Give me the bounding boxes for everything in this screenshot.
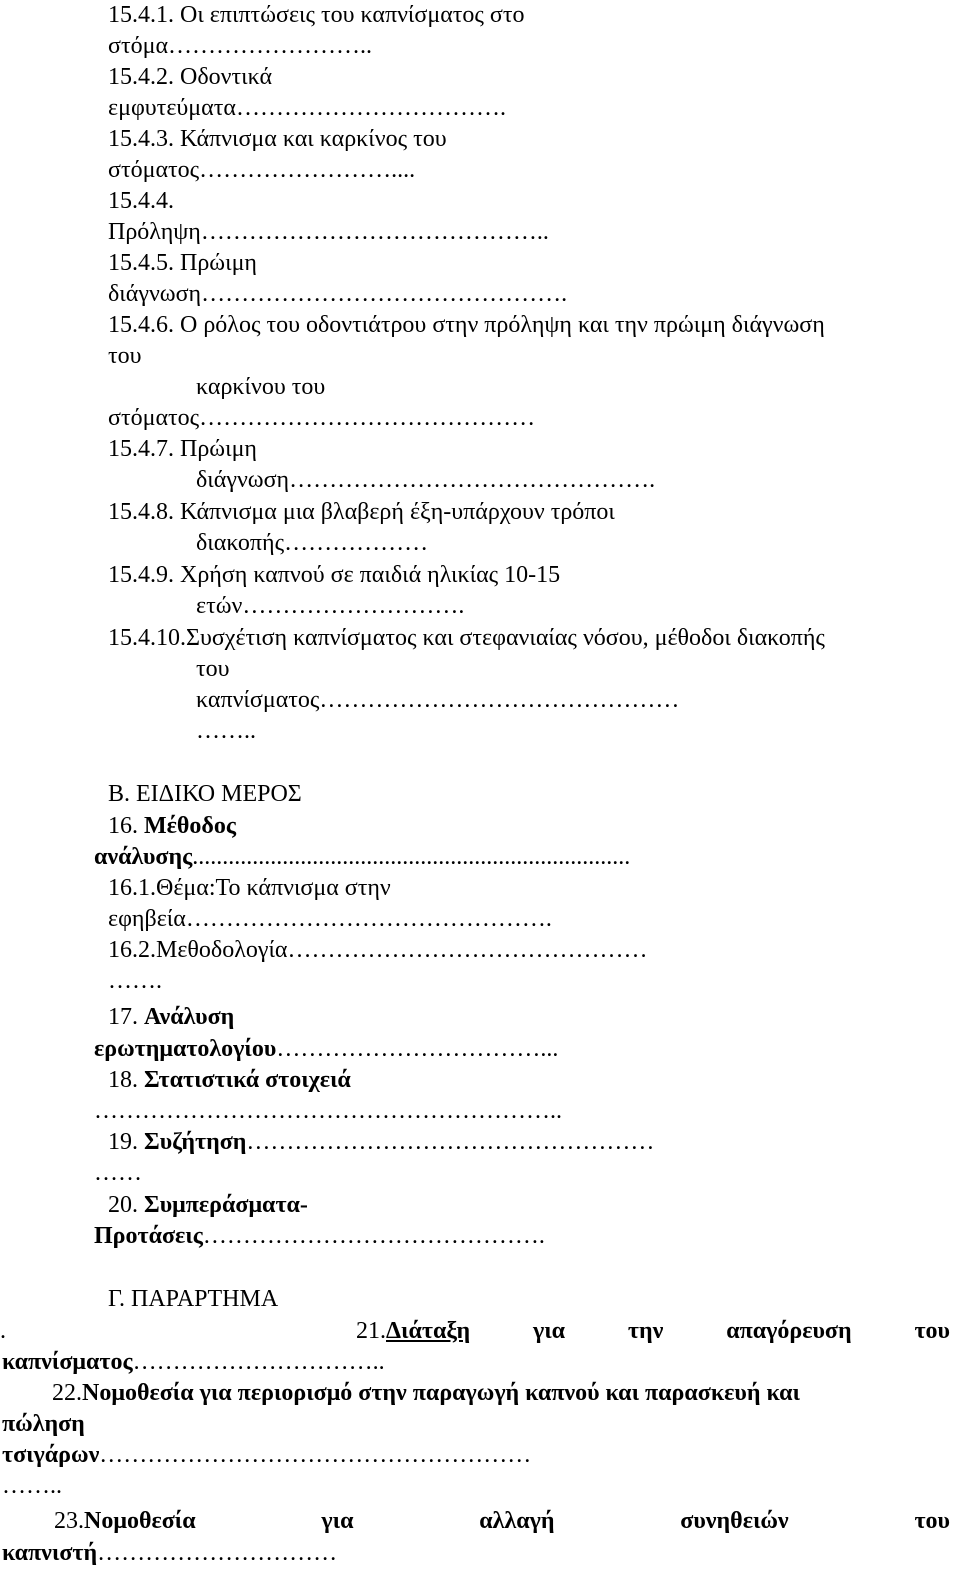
section-title: Στατιστικά στοιχειά xyxy=(144,1067,351,1093)
leader-dots: …………………….. xyxy=(168,33,373,59)
toc-entry-21-cont[interactable] xyxy=(2,1347,385,1377)
toc-entry-15-4-3[interactable] xyxy=(108,124,447,154)
section-number: 15.4.8. xyxy=(108,499,174,525)
toc-entry-22-cont1 xyxy=(2,1409,85,1439)
lead-dot: . xyxy=(0,1318,6,1344)
section-title: Κάπνισμα και καρκίνος του xyxy=(180,126,447,152)
section-number: 15.4.3. xyxy=(108,126,174,152)
title-word: Νομοθεσία xyxy=(84,1508,196,1534)
section-title-cont: εμφυτεύματα xyxy=(108,95,236,121)
toc-entry-19-cont xyxy=(94,1158,142,1188)
section-title-cont: καπνίσματος xyxy=(2,1349,133,1375)
leader-dots: …….. xyxy=(2,1473,62,1499)
section-number: 18. xyxy=(108,1067,138,1093)
section-title-cont: καπνιστή xyxy=(2,1540,98,1566)
section-title: Πρώιμη xyxy=(180,436,257,462)
leader-dots: ……. xyxy=(108,968,162,994)
toc-entry-15-4-7[interactable] xyxy=(108,434,257,464)
leader-dots: ......................................................................... xyxy=(192,844,631,870)
section-number: 21. xyxy=(356,1318,386,1344)
toc-entry-15-4-9-cont[interactable] xyxy=(196,591,464,621)
section-title: Οδοντικά xyxy=(180,64,273,90)
section-title: Οι επιπτώσεις του καπνίσματος στο xyxy=(180,2,525,28)
section-number: 15.4.2. xyxy=(108,64,174,90)
leader-dots: ………………………… xyxy=(97,1540,338,1566)
part-b-label: Β. ΕΙΔΙΚΟ ΜΕΡΟΣ xyxy=(108,781,302,807)
section-number: 16.1. xyxy=(108,875,156,901)
leader-dots: ……………… xyxy=(284,530,429,556)
title-word: Διάταξη xyxy=(386,1318,471,1344)
section-number: 15.4.7. xyxy=(108,436,174,462)
section-number: 16. xyxy=(108,813,138,839)
toc-entry-15-4-5-cont[interactable] xyxy=(108,279,567,309)
section-title-cont: ερωτηματολογίου xyxy=(94,1036,277,1062)
toc-entry-20-cont[interactable] xyxy=(94,1221,545,1251)
part-b-heading xyxy=(108,779,302,809)
toc-entry-15-4-10-cont3 xyxy=(196,716,256,746)
toc-entry-15-4-6[interactable] xyxy=(108,310,825,340)
title-word: για xyxy=(321,1508,354,1534)
toc-entry-18[interactable] xyxy=(108,1065,351,1095)
leader-dots: ………………………………………………….. xyxy=(94,1098,562,1124)
section-title-cont: καρκίνου του xyxy=(196,374,326,400)
section-number: 22. xyxy=(52,1380,82,1406)
section-title-cont: στόματος xyxy=(108,157,200,183)
section-title-cont: εφηβεία xyxy=(108,906,186,932)
toc-entry-22[interactable] xyxy=(52,1378,800,1408)
toc-entry-15-4-8[interactable] xyxy=(108,497,615,527)
toc-entry-22-cont3 xyxy=(2,1471,62,1501)
section-title-cont: στόματος xyxy=(108,405,200,431)
part-c-label: Γ. ΠΑΡΑΡΤΗΜΑ xyxy=(108,1286,279,1312)
toc-entry-19[interactable] xyxy=(108,1127,654,1157)
toc-entry-16-cont[interactable] xyxy=(94,842,630,872)
leader-dots: ………………………….. xyxy=(132,1349,385,1375)
toc-entry-15-4-4[interactable] xyxy=(108,186,174,216)
section-number-and-word xyxy=(356,1316,470,1346)
leader-dots: …………………………………….. xyxy=(200,219,549,245)
title-word: την xyxy=(627,1318,664,1344)
section-number-and-word xyxy=(54,1506,196,1536)
section-title-cont: διακοπής xyxy=(196,530,285,556)
toc-entry-15-4-10-cont1 xyxy=(196,654,230,684)
section-title-cont: διάγνωση xyxy=(108,281,202,307)
toc-entry-15-4-6-cont2 xyxy=(196,372,325,402)
toc-entry-22-cont2[interactable] xyxy=(2,1440,531,1470)
section-title: Κάπνισμα μια βλαβερή έξη-υπάρχουν τρόποι xyxy=(180,499,615,525)
section-number: 15.4.9. xyxy=(108,562,174,588)
toc-entry-16-1[interactable] xyxy=(108,873,391,903)
toc-entry-15-4-9[interactable] xyxy=(108,560,560,590)
section-title: Ανάλυση xyxy=(144,1004,235,1030)
toc-entry-15-4-3-cont[interactable] xyxy=(108,155,415,185)
part-c-heading xyxy=(108,1284,278,1314)
toc-entry-16-1-cont[interactable] xyxy=(108,904,552,934)
section-title: Μεθοδολογία xyxy=(156,937,288,963)
leader-dots: ………………………………………. xyxy=(201,281,568,307)
section-title: Ο ρόλος του οδοντιάτρου στην πρόληψη και την πρώιμη διάγνωση xyxy=(180,312,825,338)
leader-dots: …………………………………………… xyxy=(246,1129,655,1155)
section-title-cont: στόμα xyxy=(108,33,169,59)
section-title: Πρώιμη xyxy=(180,250,257,276)
section-title-cont: καπνίσματος xyxy=(196,687,320,713)
toc-entry-15-4-5[interactable] xyxy=(108,248,257,278)
section-title: Θέμα:Το κάπνισμα στην xyxy=(156,875,391,901)
title-word: του xyxy=(914,1318,950,1344)
leader-dots: ……………………………………. xyxy=(202,1223,545,1249)
toc-entry-17[interactable] xyxy=(108,1002,234,1032)
section-number: 15.4.10. xyxy=(108,625,186,651)
leader-dots: ………………………………………. xyxy=(289,467,656,493)
toc-entry-15-4-10-cont2[interactable] xyxy=(196,685,679,715)
section-title: Συζήτηση xyxy=(144,1129,247,1155)
toc-entry-15-4-2-cont[interactable] xyxy=(108,93,506,123)
title-word: απαγόρευση xyxy=(726,1318,852,1344)
toc-entry-21[interactable] xyxy=(356,1316,950,1346)
section-title: Χρήση καπνού σε παιδιά ηλικίας 10-15 xyxy=(180,562,561,588)
leader-dots: ……………………………………… xyxy=(319,687,680,713)
toc-entry-23[interactable] xyxy=(54,1506,950,1536)
section-title-cont: του xyxy=(108,343,142,369)
leader-dots: …………………….... xyxy=(199,157,416,183)
section-number: 15.4.4. xyxy=(108,188,174,214)
toc-entry-15-4-2[interactable] xyxy=(108,62,272,92)
section-title-cont: Προτάσεις xyxy=(94,1223,203,1249)
toc-entry-17-cont[interactable] xyxy=(94,1034,558,1064)
toc-entry-15-4-6-cont3[interactable] xyxy=(108,403,535,433)
section-number: 15.4.5. xyxy=(108,250,174,276)
section-title: Πρόληψη xyxy=(108,219,201,245)
leader-dots: ……………………………………………… xyxy=(99,1442,532,1468)
leader-dots: ……………………………. xyxy=(235,95,506,121)
section-title: Νομοθεσία για περιορισμό στην παραγωγή καπνού και παρασκευή και xyxy=(82,1380,800,1406)
toc-entry-16[interactable] xyxy=(108,811,236,841)
leader-dots: ………………………. xyxy=(242,593,465,619)
toc-entry-16-2[interactable] xyxy=(108,935,648,965)
leader-dots: …….. xyxy=(196,718,256,744)
section-number: 19. xyxy=(108,1129,138,1155)
leader-dots: …… xyxy=(94,1160,142,1186)
toc-entry-16-2-cont xyxy=(108,966,162,996)
title-word: αλλαγή xyxy=(479,1508,555,1534)
section-title-cont: του xyxy=(196,656,230,682)
section-title: Μέθοδος xyxy=(144,813,237,839)
toc-entry-20[interactable] xyxy=(108,1190,308,1220)
section-title-cont: διάγνωση xyxy=(196,467,290,493)
section-title-cont: τσιγάρων xyxy=(2,1442,100,1468)
section-number: 15.4.1. xyxy=(108,2,174,28)
section-number: 16.2. xyxy=(108,937,156,963)
toc-entry-15-4-7-cont[interactable] xyxy=(196,465,655,495)
toc-entry-15-4-8-cont[interactable] xyxy=(196,528,428,558)
toc-entry-15-4-6-cont1 xyxy=(108,341,142,371)
section-number: 15.4.6. xyxy=(108,312,174,338)
toc-entry-15-4-10[interactable] xyxy=(108,623,825,653)
title-word: συνηθειών xyxy=(680,1508,789,1534)
toc-entry-21-lead xyxy=(0,1316,6,1346)
leader-dots: ……………………………... xyxy=(276,1036,559,1062)
title-word: του xyxy=(914,1508,950,1534)
title-word: για xyxy=(533,1318,566,1344)
section-title-cont: πώληση xyxy=(2,1411,85,1437)
toc-entry-18-cont xyxy=(94,1096,562,1126)
section-number: 20. xyxy=(108,1192,138,1218)
section-title: Συμπεράσματα- xyxy=(144,1192,308,1218)
section-number: 17. xyxy=(108,1004,138,1030)
section-title: Συσχέτιση καπνίσματος και στεφανιαίας νόσου, μέθοδοι διακοπής xyxy=(186,625,825,651)
section-title-cont: ανάλυσης xyxy=(94,844,193,870)
toc-entry-15-4-1-cont[interactable] xyxy=(108,31,372,61)
section-title-cont: ετών xyxy=(196,593,243,619)
toc-entry-15-4-1[interactable] xyxy=(108,0,525,30)
leader-dots: …………………………………… xyxy=(199,405,536,431)
toc-entry-23-cont[interactable] xyxy=(2,1538,337,1568)
toc-entry-15-4-4-cont[interactable] xyxy=(108,217,549,247)
leader-dots: ………………………………………. xyxy=(185,906,552,932)
leader-dots: ……………………………………… xyxy=(287,937,648,963)
section-number: 23. xyxy=(54,1508,84,1534)
